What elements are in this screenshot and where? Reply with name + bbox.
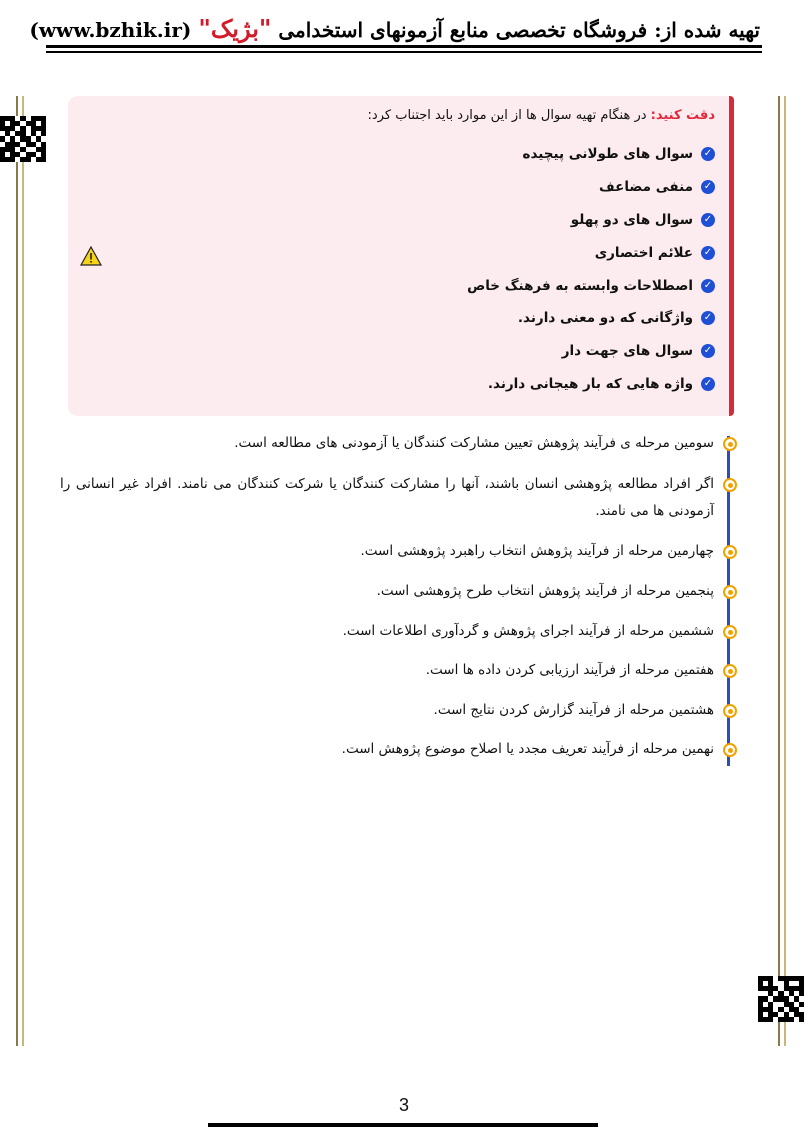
header-title <box>18 14 760 43</box>
caution-item <box>467 269 715 302</box>
check-circle-icon: ✓ <box>701 279 715 293</box>
header-site: (www.bzhik.ir) <box>29 18 192 42</box>
header-prefix: تهیه شده از: فروشگاه تخصصی منابع آزمونهای استخدامی <box>278 18 760 42</box>
caution-item-text: علائم اختصاری <box>594 244 693 261</box>
timeline-dot-icon <box>723 478 737 492</box>
caution-item <box>467 335 715 368</box>
caution-item <box>467 236 715 269</box>
page-border-left <box>16 96 24 1046</box>
header-rule-top <box>46 45 762 48</box>
caution-item-text: سوال های طولانی پیچیده <box>522 146 693 163</box>
qr-code-icon <box>0 116 46 162</box>
caution-item-text: واژه هایی که بار هیجانی دارند. <box>487 375 693 392</box>
caution-item-text: سوال های جهت دار <box>561 343 693 360</box>
header-rule-bottom <box>46 51 762 53</box>
timeline-dot-icon <box>723 743 737 757</box>
timeline-dot-icon <box>723 437 737 451</box>
caution-item <box>467 204 715 237</box>
step-text: هفتمین مرحله از فرآیند ارزیابی کردن داده ها است. <box>425 662 714 678</box>
warning-triangle-icon <box>80 246 102 266</box>
step-text: ششمین مرحله از فرآیند اجرای پژوهش و گردآوری اطلاعات است. <box>342 623 714 639</box>
step-item <box>60 538 728 565</box>
header-brand: "بژیک" <box>198 14 272 43</box>
qr-code-icon <box>758 976 804 1022</box>
caution-item-text: واژگانی که دو معنی دارند. <box>517 310 693 327</box>
step-text: نهمین مرحله از فرآیند تعریف مجدد یا اصلاح موضوع پژوهش است. <box>341 741 714 757</box>
page-number: 3 <box>398 1095 409 1115</box>
step-item <box>60 736 728 763</box>
caution-list <box>467 138 715 400</box>
page-border-right <box>778 96 786 1046</box>
step-item <box>60 618 728 645</box>
step-item <box>60 430 728 457</box>
check-circle-icon: ✓ <box>701 311 715 325</box>
timeline-dot-icon <box>723 545 737 559</box>
step-text: اگر افراد مطالعه پژوهشی انسان باشند، آنها را مشارکت کنندگان یا شرکت کنندگان می نامند. افراد غیر انسانی را آزمودنی ها می نامند. <box>60 476 714 519</box>
check-circle-icon: ✓ <box>701 180 715 194</box>
caution-item-text: سوال های دو پهلو <box>570 211 693 228</box>
check-circle-icon: ✓ <box>701 246 715 260</box>
timeline-dot-icon <box>723 664 737 678</box>
caution-item <box>467 171 715 204</box>
step-text: چهارمین مرحله از فرآیند پژوهش انتخاب راهبرد پژوهشی است. <box>360 543 714 559</box>
caution-intro: در هنگام تهیه سوال ها از این موارد باید اجتناب کرد: <box>367 108 651 123</box>
caution-item-text: اصطلاحات وابسته به فرهنگ خاص <box>467 277 693 294</box>
timeline-dot-icon <box>723 585 737 599</box>
page-header <box>0 0 808 56</box>
caution-item <box>467 368 715 401</box>
caution-item-text: منفی مضاعف <box>599 179 693 196</box>
check-circle-icon: ✓ <box>701 377 715 391</box>
check-circle-icon: ✓ <box>701 147 715 161</box>
step-item <box>60 578 728 605</box>
check-circle-icon: ✓ <box>701 213 715 227</box>
caution-box <box>68 96 734 416</box>
timeline-dot-icon <box>723 625 737 639</box>
step-text: پنجمین مرحله از فرآیند پژوهش انتخاب طرح پژوهشی است. <box>376 583 714 599</box>
timeline-dot-icon <box>723 704 737 718</box>
caution-item <box>467 302 715 335</box>
caution-title <box>368 108 715 123</box>
caution-item <box>467 138 715 171</box>
step-text: سومین مرحله ی فرآیند پژوهش تعیین مشارکت کنندگان یا آزمودنی های مطالعه است. <box>234 435 714 451</box>
caution-label: دقت کنید: <box>650 108 715 123</box>
check-circle-icon: ✓ <box>701 344 715 358</box>
step-item <box>60 657 728 684</box>
footer-rule <box>208 1123 598 1127</box>
step-item <box>60 471 728 525</box>
step-text: هشتمین مرحله از فرآیند گزارش کردن نتایج است. <box>433 702 714 718</box>
step-item <box>60 697 728 724</box>
